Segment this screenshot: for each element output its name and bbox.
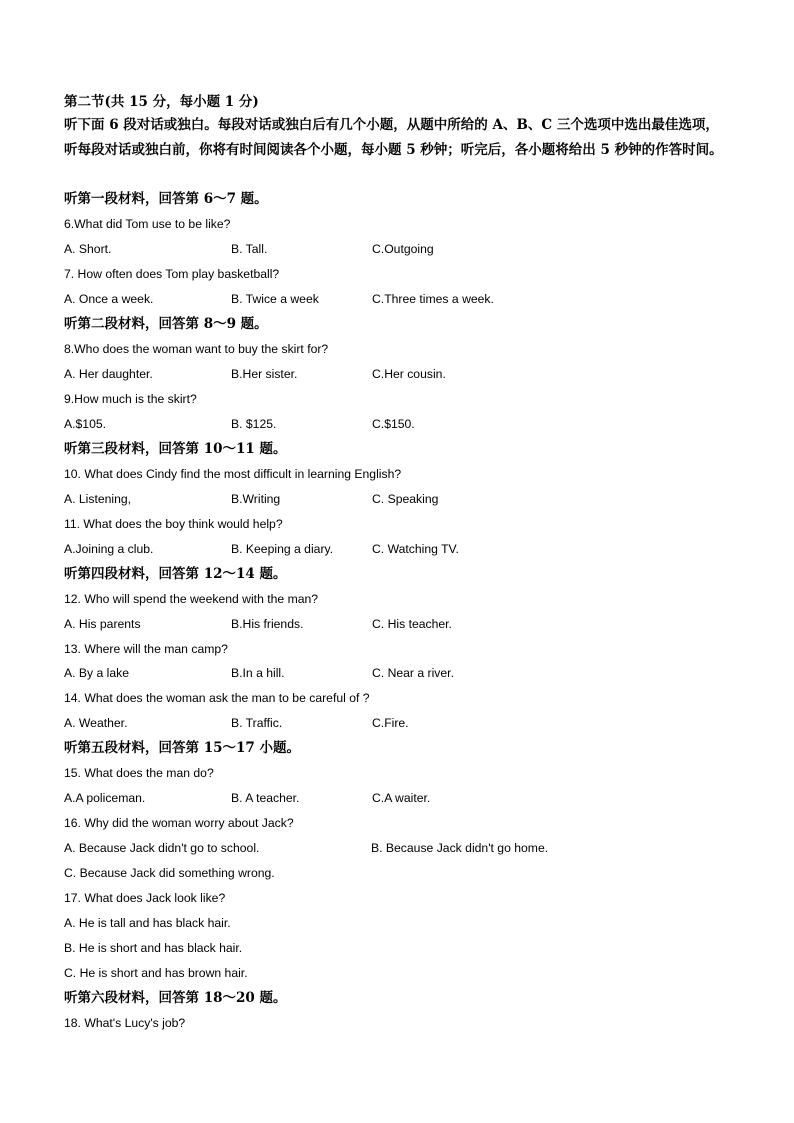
question-6: 6.What did Tom use to be like? [64,217,231,231]
passage-heading-3: 听第三段材料，回答第 10～11 题。 [64,441,287,457]
passage-heading-6: 听第六段材料，回答第 18～20 题。 [64,990,287,1006]
option-6b: B. Tall. [231,242,268,256]
option-17c: C. He is short and has brown hair. [64,966,248,980]
option-8b: B.Her sister. [231,367,298,381]
option-16c: C. Because Jack did something wrong. [64,866,275,880]
question-17: 17. What does Jack look like? [64,891,226,905]
option-13c: C. Near a river. [372,666,454,680]
question-12: 12. Who will spend the weekend with the man? [64,592,319,606]
option-12c: C. His teacher. [372,617,452,631]
option-13a: A. By a lake [64,666,130,680]
option-6a: A. Short. [64,242,112,256]
option-8c: C.Her cousin. [372,367,446,381]
passage-heading-4: 听第四段材料，回答第 12～14 题。 [64,566,287,582]
option-14a: A. Weather. [64,716,128,730]
option-10b: B.Writing [231,492,281,506]
question-15: 15. What does the man do? [64,766,214,780]
option-11b: B. Keeping a diary. [231,542,334,556]
option-16a: A. Because Jack didn't go to school. [64,841,260,855]
option-17b: B. He is short and has black hair. [64,941,243,955]
question-14: 14. What does the woman ask the man to be careful of ? [64,691,370,705]
option-10a: A. Listening, [64,492,132,506]
option-12b: B.His friends. [231,617,304,631]
option-8a: A. Her daughter. [64,367,153,381]
option-6c: C.Outgoing [372,242,434,256]
question-18: 18. What's Lucy's job? [64,1016,186,1030]
option-11c: C. Watching TV. [372,542,459,556]
option-14c: C.Fire. [372,716,409,730]
option-9a: A.$105. [64,417,107,431]
option-16b: B. Because Jack didn't go home. [371,841,549,855]
option-15b: B. A teacher. [231,791,300,805]
option-13b: B.In a hill. [231,666,285,680]
question-13: 13. Where will the man camp? [64,642,228,656]
section-title: 第二节(共 15 分，每小题 1 分) [64,94,259,110]
option-9b: B. $125. [231,417,277,431]
question-9: 9.How much is the skirt? [64,392,197,406]
question-11: 11. What does the boy think would help? [64,517,283,531]
passage-heading-5: 听第五段材料，回答第 15～17 小题。 [64,740,300,756]
option-9c: C.$150. [372,417,415,431]
option-7a: A. Once a week. [64,292,154,306]
question-10: 10. What does Cindy find the most difficult in learning English? [64,467,402,481]
question-8: 8.Who does the woman want to buy the skirt for? [64,342,329,356]
question-16: 16. Why did the woman worry about Jack? [64,816,294,830]
section-instructions: 听下面 6 段对话或独白。每段对话或独白后有几个小题，从题中所给的 A、B、C 三个选项中选出最佳选项，听每段对话或独白前，你将有时间阅读各个小题，每小题 5 秒钟；听完后，各小题将给出 5 秒钟的作答时间。 [64,117,723,158]
passage-heading-2: 听第二段材料，回答第 8～9 题。 [64,316,268,332]
option-15a: A.A policeman. [64,791,146,805]
option-7c: C.Three times a week. [372,292,494,306]
option-14b: B. Traffic. [231,716,283,730]
option-15c: C.A waiter. [372,791,431,805]
option-10c: C. Speaking [372,492,439,506]
question-7: 7. How often does Tom play basketball? [64,267,280,281]
option-11a: A.Joining a club. [64,542,154,556]
option-17a: A. He is tall and has black hair. [64,916,231,930]
option-12a: A. His parents [64,617,141,631]
passage-heading-1: 听第一段材料，回答第 6～7 题。 [64,191,268,207]
option-7b: B. Twice a week [231,292,319,306]
